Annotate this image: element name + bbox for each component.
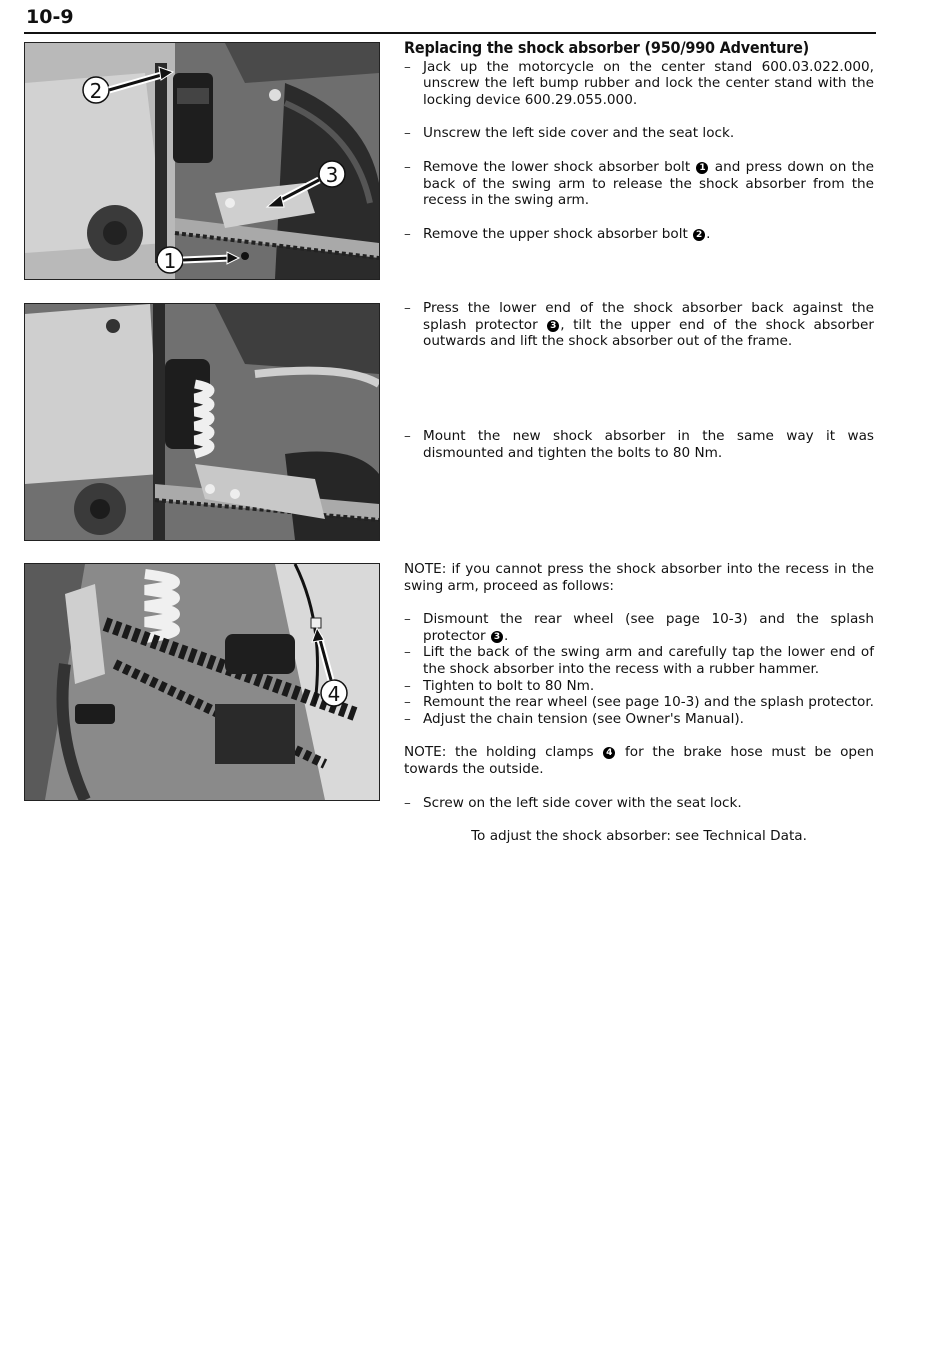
photo2-illustration [25, 304, 379, 540]
text-block-2b [404, 428, 874, 461]
reference-marker-3: 3 [547, 320, 559, 332]
step-screw-on-cover: – Screw on the left side cover with the seat lock. [404, 794, 742, 811]
step-text: Adjust the chain tension (see Owner's Manual). [423, 710, 744, 727]
photo-shock-absorber-mounted [24, 42, 380, 280]
photo3-callout-4: 4 [327, 682, 341, 706]
reference-marker-3: 3 [491, 631, 503, 643]
reference-marker-4: 4 [603, 747, 615, 759]
reference-marker-2: 2 [693, 229, 705, 241]
step-remount-wheel: – Remount the rear wheel (see page 10-3) and the splash protector. [404, 694, 874, 711]
step-press-lower-end: – Press the lower end of the shock absorber back against the splash protector 3 , tilt the upper end of the shock absorber outwards and lift the shock absorber out of the frame. [404, 300, 875, 350]
step-text: Unscrew the left side cover and the seat lock. [423, 125, 735, 142]
text-block-3 [404, 561, 874, 845]
closing-reference: To adjust the shock absorber: see Technical Data. [471, 828, 807, 845]
text-block-2 [404, 300, 874, 350]
step-text: Lift the back of the swing arm and carefully tap the lower end of the shock absorber into the recess with a rubber hammer. [423, 644, 874, 677]
photo1-callout-3: 3 [325, 163, 339, 187]
photo1-callout-2: 2 [89, 79, 103, 103]
step-remove-upper-bolt: – Remove the upper shock absorber bolt 2 . [404, 225, 711, 242]
step-text: Tighten to bolt to 80 Nm. [423, 677, 595, 694]
step-adjust-chain: – Adjust the chain tension (see Owner's Manual). [404, 710, 744, 727]
header-rule [24, 32, 876, 34]
note-holding-clamps: NOTE: the holding clamps 4 for the brake hose must be open towards the outside. [404, 744, 874, 777]
reference-marker-1: 1 [696, 162, 708, 174]
step-unscrew-cover: – Unscrew the left side cover and the seat lock. [404, 125, 735, 142]
page-number: 10-9 [26, 6, 74, 28]
photo1-callout-1: 1 [163, 249, 177, 273]
step-mount-new: – Mount the new shock absorber in the same way it was dismounted and tighten the bolts to 80 Nm. [404, 428, 874, 461]
photo3-illustration [25, 564, 379, 800]
step-jack-up: – Jack up the motorcycle on the center stand 600.03.022.000, unscrew the left bump rubber and lock the center stand with the locking device 600.29.055.000. [404, 58, 874, 108]
step-dismount-wheel: – Dismount the rear wheel (see page 10-3) and the splash protector 3 . [404, 611, 874, 644]
step-remove-lower-bolt: – Remove the lower shock absorber bolt 1 and press down on the back of the swing arm to release the shock absorber from the recess in the swing arm. [404, 158, 874, 209]
text-block-1 [404, 40, 874, 242]
step-tighten-bolt: – Tighten to bolt to 80 Nm. [404, 677, 595, 694]
step-text: Remount the rear wheel (see page 10-3) and the splash protector. [423, 694, 874, 711]
photo1-illustration [25, 43, 379, 279]
section-title: Replacing the shock absorber (950/990 Adventure) [404, 38, 810, 57]
step-text: Mount the new shock absorber in the same way it was dismounted and tighten the bolts to 80 Nm. [423, 428, 874, 461]
photo-shock-absorber-removal [24, 303, 380, 541]
step-text: Screw on the left side cover with the seat lock. [423, 794, 742, 811]
photo-brake-hose-clamp [24, 563, 380, 801]
step-text: Jack up the motorcycle on the center stand 600.03.022.000, unscrew the left bump rubber and lock the center stand with the locking device 600.29.055.000. [423, 58, 874, 108]
note-cannot-press: NOTE: if you cannot press the shock absorber into the recess in the swing arm, proceed as follows: [404, 561, 874, 594]
step-lift-swing-arm: – Lift the back of the swing arm and carefully tap the lower end of the shock absorber into the recess with a rubber hammer. [404, 644, 874, 677]
